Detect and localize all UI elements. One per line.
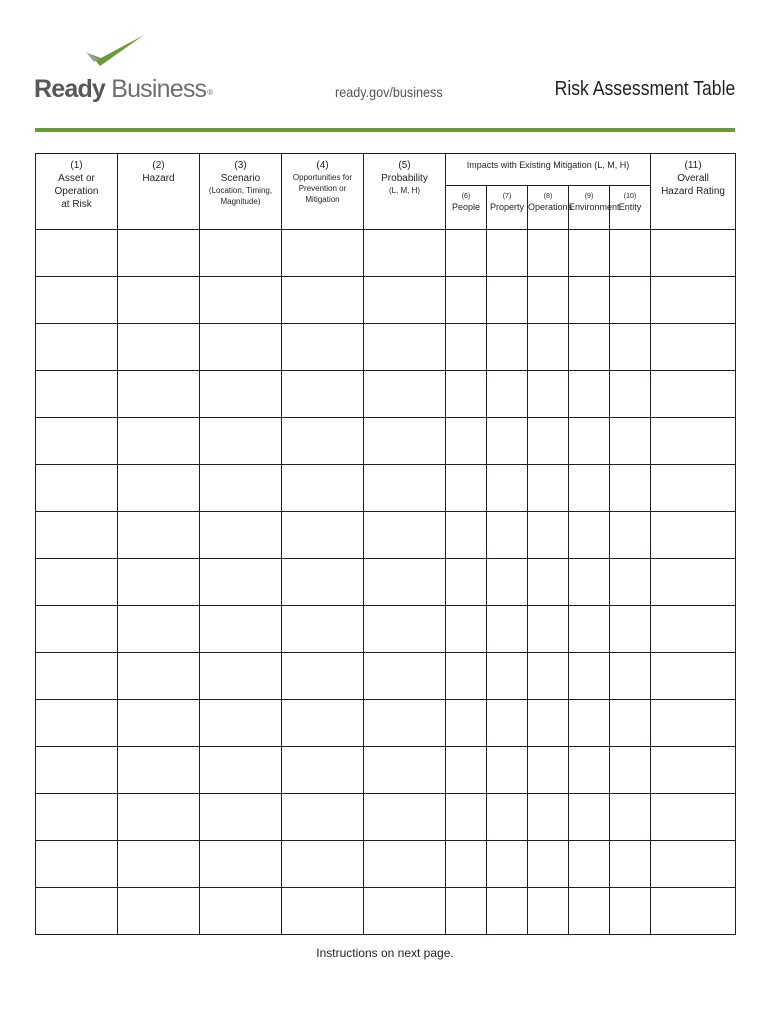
table-cell[interactable] (651, 324, 736, 371)
table-cell[interactable] (118, 606, 200, 653)
table-cell[interactable] (569, 277, 610, 324)
table-row (36, 465, 736, 512)
table-cell[interactable] (200, 559, 282, 606)
table-cell[interactable] (487, 841, 528, 888)
table-cell[interactable] (282, 371, 364, 418)
table-cell[interactable] (364, 841, 446, 888)
table-cell[interactable] (36, 324, 118, 371)
table-row (36, 418, 736, 465)
table-cell[interactable] (200, 418, 282, 465)
table-cell[interactable] (118, 841, 200, 888)
table-cell[interactable] (364, 606, 446, 653)
table-cell[interactable] (200, 606, 282, 653)
table-cell[interactable] (569, 512, 610, 559)
impacts-group-header: Impacts with Existing Mitigation (L, M, H) (446, 154, 651, 186)
table-cell[interactable] (36, 230, 118, 277)
column-header-overall-rating (651, 154, 736, 230)
table-cell[interactable] (282, 559, 364, 606)
table-cell[interactable] (569, 606, 610, 653)
table-cell[interactable] (118, 794, 200, 841)
table-cell[interactable] (569, 653, 610, 700)
column-label: Environment (569, 202, 620, 212)
table-cell[interactable] (528, 371, 569, 418)
table-cell[interactable] (487, 230, 528, 277)
table-cell[interactable] (36, 700, 118, 747)
table-cell[interactable] (487, 653, 528, 700)
table-cell[interactable] (118, 653, 200, 700)
registered-mark: ® (207, 88, 213, 97)
table-cell[interactable] (487, 888, 528, 935)
table-cell[interactable] (118, 465, 200, 512)
column-header-environment (569, 186, 620, 230)
table-cell[interactable] (487, 465, 528, 512)
table-cell[interactable] (651, 700, 736, 747)
table-cell[interactable] (446, 559, 487, 606)
table-cell[interactable] (651, 418, 736, 465)
table-cell[interactable] (528, 230, 569, 277)
table-cell[interactable] (610, 747, 651, 794)
column-number: (10) (623, 193, 637, 200)
table-cell[interactable] (36, 465, 118, 512)
table-cell[interactable] (569, 841, 610, 888)
column-header-opportunities (282, 154, 364, 230)
table-cell[interactable] (651, 794, 736, 841)
table-cell[interactable] (118, 230, 200, 277)
table-cell[interactable] (36, 747, 118, 794)
table-cell[interactable] (36, 841, 118, 888)
column-label: Overall (677, 173, 709, 184)
table-row (36, 888, 736, 935)
table-cell[interactable] (282, 794, 364, 841)
table-cell[interactable] (446, 747, 487, 794)
table-row (36, 794, 736, 841)
table-cell[interactable] (282, 230, 364, 277)
table-cell[interactable] (364, 230, 446, 277)
table-cell[interactable] (528, 418, 569, 465)
page-title: Risk Assessment Table (554, 78, 735, 100)
table-cell[interactable] (610, 888, 651, 935)
table-cell[interactable] (651, 606, 736, 653)
column-label-line2: at Risk (61, 199, 92, 210)
table-cell[interactable] (651, 559, 736, 606)
table-cell[interactable] (364, 324, 446, 371)
table-cell[interactable] (200, 794, 282, 841)
column-label: Opportunities for (292, 173, 353, 182)
table-row (36, 559, 736, 606)
table-cell[interactable] (487, 371, 528, 418)
table-cell[interactable] (610, 465, 651, 512)
table-cell[interactable] (528, 747, 569, 794)
column-label: Asset or Operation (54, 173, 99, 197)
table-cell[interactable] (200, 324, 282, 371)
column-header-asset (36, 154, 118, 230)
table-cell[interactable] (282, 888, 364, 935)
brand-light: Business (111, 75, 207, 103)
table-cell[interactable] (282, 512, 364, 559)
table-cell[interactable] (200, 465, 282, 512)
table-row (36, 747, 736, 794)
table-cell[interactable] (610, 418, 651, 465)
table-row (36, 512, 736, 559)
table-cell[interactable] (528, 465, 569, 512)
column-label: Operations (528, 202, 573, 212)
table-cell[interactable] (487, 418, 528, 465)
table-cell[interactable] (446, 418, 487, 465)
table-cell[interactable] (569, 371, 610, 418)
column-header-operations (528, 186, 573, 230)
table-cell[interactable] (651, 653, 736, 700)
column-header-probability (364, 154, 446, 230)
table-cell[interactable] (528, 324, 569, 371)
column-sublabel-line2: Magnitude) (220, 197, 261, 206)
column-label: Entity (618, 202, 642, 212)
table-cell[interactable] (651, 465, 736, 512)
table-row (36, 653, 736, 700)
footer-note: Instructions on next page. (316, 946, 454, 960)
table-cell[interactable] (118, 277, 200, 324)
table-cell[interactable] (446, 230, 487, 277)
table-cell[interactable] (528, 700, 569, 747)
table-cell[interactable] (610, 794, 651, 841)
table-cell[interactable] (610, 512, 651, 559)
table-cell[interactable] (487, 324, 528, 371)
table-cell[interactable] (528, 888, 569, 935)
table-cell[interactable] (118, 747, 200, 794)
table-row (36, 371, 736, 418)
table-cell[interactable] (200, 371, 282, 418)
table-cell[interactable] (651, 512, 736, 559)
table-cell[interactable] (610, 700, 651, 747)
table-cell[interactable] (487, 277, 528, 324)
table-cell[interactable] (487, 606, 528, 653)
table-cell[interactable] (569, 324, 610, 371)
column-number: (3) (234, 160, 247, 171)
table-cell[interactable] (651, 841, 736, 888)
column-label: Hazard (142, 173, 175, 184)
column-number: (7) (502, 193, 512, 200)
column-sublabel: (Location, Timing, (208, 186, 273, 195)
table-cell[interactable] (610, 230, 651, 277)
table-cell[interactable] (528, 559, 569, 606)
table-row (36, 277, 736, 324)
table-cell[interactable] (446, 606, 487, 653)
table-cell[interactable] (282, 606, 364, 653)
table-cell[interactable] (364, 794, 446, 841)
table-cell[interactable] (651, 747, 736, 794)
table-cell[interactable] (569, 230, 610, 277)
table-cell[interactable] (364, 465, 446, 512)
table-cell[interactable] (200, 888, 282, 935)
table-cell[interactable] (364, 512, 446, 559)
header-divider (35, 128, 735, 132)
table-cell[interactable] (610, 841, 651, 888)
table-cell[interactable] (36, 606, 118, 653)
table-cell[interactable] (487, 794, 528, 841)
column-label: Probability (381, 173, 428, 184)
table-cell[interactable] (651, 230, 736, 277)
website-url: ready.gov/business (335, 84, 443, 100)
table-cell[interactable] (446, 888, 487, 935)
table-cell[interactable] (118, 371, 200, 418)
table-cell[interactable] (446, 700, 487, 747)
table-cell[interactable] (651, 888, 736, 935)
column-label-line2: Prevention or Mitigation (298, 184, 347, 204)
table-cell[interactable] (200, 841, 282, 888)
column-number: (8) (543, 193, 553, 200)
table-cell[interactable] (118, 324, 200, 371)
column-number: (6) (461, 193, 471, 200)
table-cell[interactable] (569, 700, 610, 747)
table-cell[interactable] (200, 277, 282, 324)
table-cell[interactable] (282, 747, 364, 794)
table-cell[interactable] (651, 277, 736, 324)
table-cell[interactable] (118, 512, 200, 559)
table-cell[interactable] (569, 747, 610, 794)
table-cell[interactable] (200, 700, 282, 747)
table-cell[interactable] (282, 700, 364, 747)
table-cell[interactable] (446, 512, 487, 559)
table-cell[interactable] (364, 747, 446, 794)
table-cell[interactable] (610, 324, 651, 371)
column-label: Scenario (220, 173, 261, 184)
table-cell[interactable] (569, 418, 610, 465)
table-row (36, 700, 736, 747)
table-cell[interactable] (569, 465, 610, 512)
table-cell[interactable] (610, 559, 651, 606)
table-cell[interactable] (364, 559, 446, 606)
table-cell[interactable] (528, 512, 569, 559)
column-header-scenario (200, 154, 282, 230)
table-cell[interactable] (118, 700, 200, 747)
table-cell[interactable] (36, 371, 118, 418)
column-number: (11) (684, 160, 702, 171)
table-cell[interactable] (651, 371, 736, 418)
table-cell[interactable] (364, 888, 446, 935)
table-cell[interactable] (364, 371, 446, 418)
column-number: (4) (316, 160, 329, 171)
table-cell[interactable] (364, 418, 446, 465)
table-cell[interactable] (36, 559, 118, 606)
table-cell[interactable] (446, 794, 487, 841)
ready-business-logo (34, 34, 213, 106)
brand-name (34, 74, 212, 108)
table-cell[interactable] (569, 559, 610, 606)
table-cell[interactable] (200, 512, 282, 559)
column-sublabel: (L, M, H) (388, 186, 421, 195)
table-cell[interactable] (200, 230, 282, 277)
brand-bold: Ready (34, 75, 106, 103)
table-cell[interactable] (446, 465, 487, 512)
table-cell[interactable] (282, 465, 364, 512)
column-label: Property (489, 202, 524, 212)
table-cell[interactable] (282, 653, 364, 700)
table-cell[interactable] (282, 324, 364, 371)
column-number: (2) (152, 160, 165, 171)
table-row (36, 841, 736, 888)
table-body (36, 230, 736, 935)
table-cell[interactable] (528, 841, 569, 888)
table-cell[interactable] (610, 653, 651, 700)
table-cell[interactable] (118, 559, 200, 606)
table-cell[interactable] (569, 794, 610, 841)
table-cell[interactable] (118, 418, 200, 465)
table-cell[interactable] (610, 371, 651, 418)
table-cell[interactable] (528, 606, 569, 653)
column-label-line2: Hazard Rating (661, 186, 725, 197)
table-cell[interactable] (36, 653, 118, 700)
column-number: (9) (584, 193, 594, 200)
risk-assessment-table (35, 153, 736, 935)
table-cell[interactable] (569, 888, 610, 935)
table-cell[interactable] (487, 512, 528, 559)
table-cell[interactable] (364, 653, 446, 700)
table-row (36, 324, 736, 371)
table-cell[interactable] (282, 277, 364, 324)
table-cell[interactable] (446, 277, 487, 324)
table-cell[interactable] (200, 747, 282, 794)
table-cell[interactable] (528, 653, 569, 700)
column-header-people (446, 186, 487, 230)
table-cell[interactable] (487, 559, 528, 606)
table-cell[interactable] (36, 277, 118, 324)
table-cell[interactable] (487, 747, 528, 794)
table-row (36, 230, 736, 277)
table-cell[interactable] (610, 606, 651, 653)
table-cell[interactable] (36, 794, 118, 841)
table-cell[interactable] (364, 277, 446, 324)
table-cell[interactable] (118, 888, 200, 935)
table-cell[interactable] (36, 888, 118, 935)
column-label: People (451, 202, 481, 212)
column-number: (5) (398, 160, 411, 171)
table-row (36, 606, 736, 653)
table-cell[interactable] (487, 700, 528, 747)
table-cell[interactable] (528, 277, 569, 324)
column-header-property (487, 186, 528, 230)
table-cell[interactable] (446, 841, 487, 888)
column-number: (1) (70, 160, 83, 171)
column-header-hazard (118, 154, 200, 230)
table-cell[interactable] (36, 512, 118, 559)
table-cell[interactable] (610, 277, 651, 324)
table-cell[interactable] (528, 794, 569, 841)
table-cell[interactable] (446, 653, 487, 700)
table-cell[interactable] (282, 841, 364, 888)
table-cell[interactable] (36, 418, 118, 465)
table-cell[interactable] (200, 653, 282, 700)
table-cell[interactable] (364, 700, 446, 747)
table-cell[interactable] (446, 371, 487, 418)
checkmark-icon (86, 34, 146, 70)
table-cell[interactable] (446, 324, 487, 371)
table-cell[interactable] (282, 418, 364, 465)
